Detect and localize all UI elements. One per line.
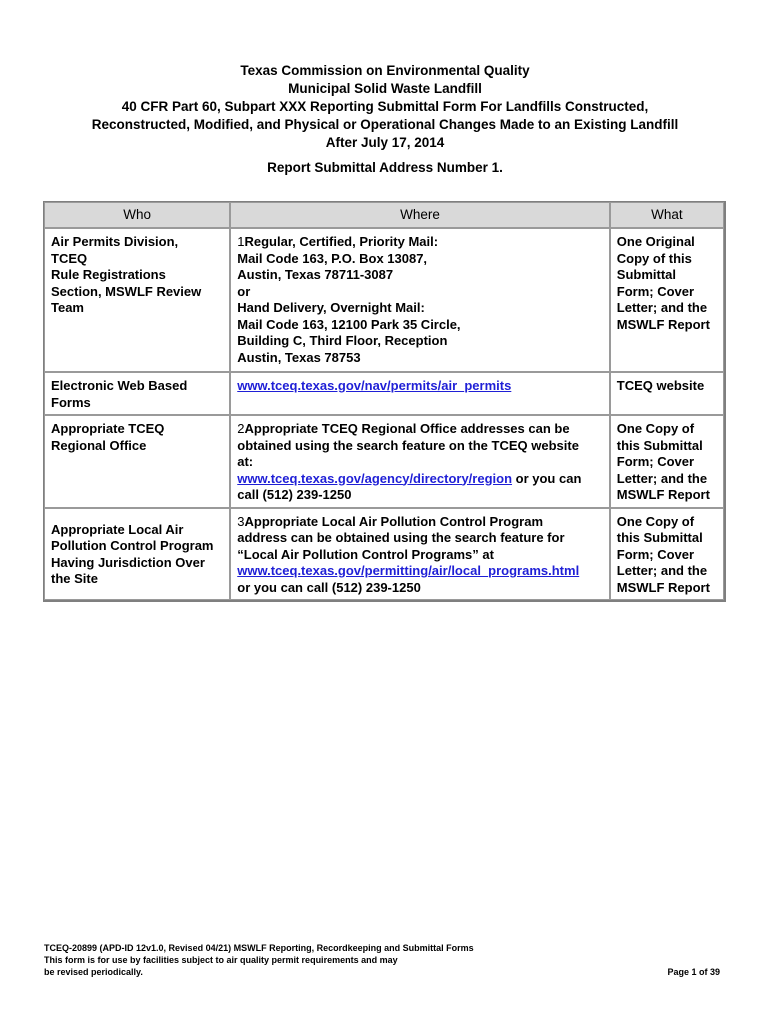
footnote-number: 3 <box>237 513 245 529</box>
where-text: or you can call (512) 239-1250 <box>237 579 421 595</box>
where-text: Appropriate TCEQ Regional Office addresses can be <box>244 421 570 436</box>
who-cell <box>44 228 230 372</box>
where-text: Mail Code 163, P.O. Box 13087, <box>237 250 428 266</box>
what-text: Letter; and the <box>616 563 708 578</box>
table-row <box>44 508 724 601</box>
table-row <box>44 228 724 372</box>
who-text: Air Permits Division, <box>51 234 179 249</box>
where-text: at: <box>237 454 254 469</box>
page-number: Page 1 of 39 <box>667 967 720 977</box>
submittal-address-table <box>43 201 726 602</box>
footnote-number: 2 <box>237 421 245 436</box>
header-what: What <box>610 202 724 228</box>
who-cell <box>44 508 230 601</box>
what-cell <box>610 228 724 372</box>
header-where: Where <box>230 202 610 228</box>
who-text: Section, MSWLF Review <box>51 283 202 299</box>
where-text <box>237 421 603 438</box>
who-text: Appropriate TCEQ <box>51 421 165 436</box>
who-text: TCEQ <box>51 250 88 266</box>
what-text: Form; Cover <box>616 454 695 469</box>
where-text: obtained using the search feature on the TCEQ website <box>237 437 579 453</box>
what-cell <box>610 508 724 601</box>
where-cell <box>230 508 610 601</box>
where-text <box>237 234 603 251</box>
where-cell <box>230 415 610 508</box>
title-line: Texas Commission on Environmental Quality <box>240 63 530 78</box>
who-cell <box>44 372 230 415</box>
what-text: Letter; and the <box>616 300 708 315</box>
who-text: Forms <box>51 394 91 410</box>
where-text: Austin, Texas 78711-3087 <box>237 267 394 282</box>
what-text: MSWLF Report <box>616 487 710 502</box>
local-programs-link[interactable]: www.tceq.texas.gov/permitting/air/local_programs.html <box>237 563 580 578</box>
title-line: After July 17, 2014 <box>325 135 445 150</box>
what-text: TCEQ website <box>616 378 705 393</box>
table-row <box>44 415 724 508</box>
table-header-row <box>44 202 724 228</box>
footer-text: This form is for use by facilities subject to air quality permit requirements and may <box>44 955 398 965</box>
where-text: Austin, Texas 78753 <box>237 349 361 365</box>
where-text <box>237 514 603 531</box>
where-cell <box>230 228 610 372</box>
what-text: Submittal <box>616 267 677 282</box>
title-line: Reconstructed, Modified, and Physical or Operational Changes Made to an Existing Landfill <box>91 117 679 132</box>
where-text: Building C, Third Floor, Reception <box>237 333 448 348</box>
what-text: this Submittal <box>616 530 703 545</box>
where-text: Mail Code 163, 12100 Park 35 Circle, <box>237 316 461 332</box>
footer-text: be revised periodically. <box>44 967 143 977</box>
where-text: or <box>237 283 251 299</box>
who-text: Appropriate Local Air <box>51 521 184 537</box>
what-text: One Copy of <box>616 513 695 529</box>
who-text: Pollution Control Program <box>51 538 214 554</box>
footnote-number: 1 <box>237 234 245 249</box>
where-text: Hand Delivery, Overnight Mail: <box>237 300 425 315</box>
document-subtitle: Report Submittal Address Number 1. <box>267 160 503 175</box>
what-text: MSWLF Report <box>616 579 710 595</box>
who-text: Having Jurisdiction Over <box>51 554 205 570</box>
where-text: Appropriate Local Air Pollution Control Program <box>244 513 544 529</box>
regional-office-link[interactable]: www.tceq.texas.gov/agency/directory/region <box>237 470 513 486</box>
where-text: Regular, Certified, Priority Mail: <box>244 234 439 249</box>
footer-text: TCEQ-20899 (APD-ID 12v1.0, Revised 04/21) MSWLF Reporting, Recordkeeping and Submittal Forms <box>44 943 474 953</box>
what-text: Form; Cover <box>616 546 695 562</box>
what-text: this Submittal <box>616 437 703 453</box>
who-text: the Site <box>51 571 98 587</box>
header-who: Who <box>44 202 230 228</box>
what-text: Letter; and the <box>616 470 708 486</box>
who-text: Regional Office <box>51 437 147 453</box>
title-line: 40 CFR Part 60, Subpart XXX Reporting Submittal Form For Landfills Constructed, <box>121 99 649 114</box>
what-cell <box>610 415 724 508</box>
where-text: call (512) 239-1250 <box>237 487 352 502</box>
air-permits-link[interactable]: www.tceq.texas.gov/nav/permits/air_permits <box>237 378 512 393</box>
what-text: Copy of this <box>616 250 692 266</box>
title-line: Municipal Solid Waste Landfill <box>288 81 482 96</box>
what-cell <box>610 372 724 415</box>
who-cell <box>44 415 230 508</box>
what-text: Form; Cover <box>616 283 695 299</box>
footer-form-info <box>44 942 474 978</box>
who-text: Rule Registrations <box>51 267 166 282</box>
what-text: One Original <box>616 234 695 249</box>
document-title <box>0 62 770 152</box>
who-text: Electronic Web Based <box>51 378 188 393</box>
table-row <box>44 372 724 415</box>
where-text <box>237 563 603 580</box>
what-text: One Copy of <box>616 421 695 436</box>
where-text: or you can <box>512 470 582 486</box>
where-text <box>237 471 603 488</box>
where-text: “Local Air Pollution Control Programs” at <box>237 546 494 562</box>
who-text: Team <box>51 300 84 315</box>
where-text: address can be obtained using the search feature for <box>237 530 565 545</box>
what-text: MSWLF Report <box>616 316 710 332</box>
where-cell <box>230 372 610 415</box>
